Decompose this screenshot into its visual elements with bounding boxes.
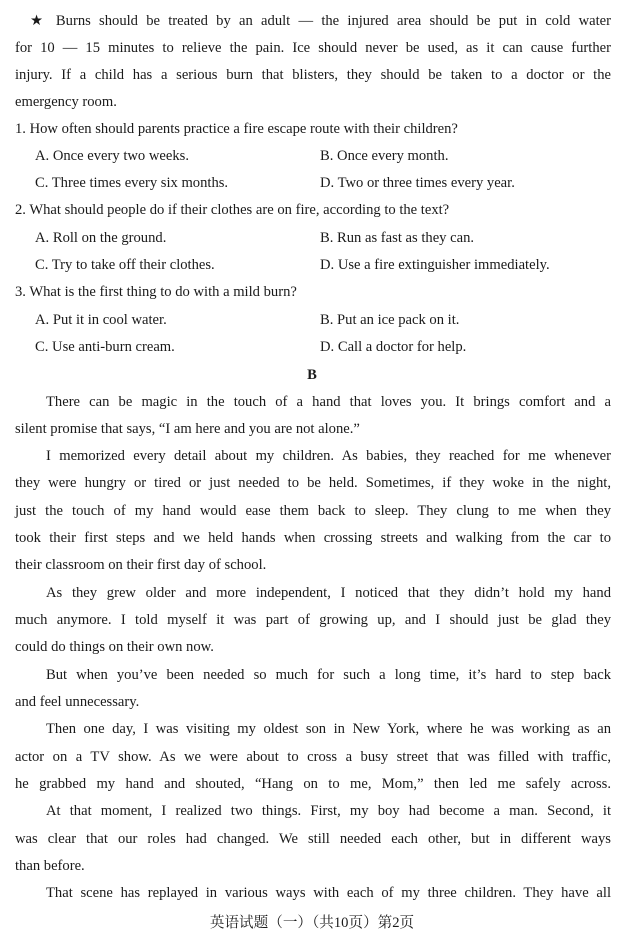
passage-b-line: was clear that our roles had changed. We still needed each other, but in different ways: [15, 831, 611, 847]
question-2-option-d: D. Use a fire extinguisher immediately.: [320, 257, 550, 273]
question-3-option-d: D. Call a doctor for help.: [320, 339, 467, 355]
question-1-option-c: C. Three times every six months.: [35, 175, 229, 191]
passage-a-line-1: ★ Burns should be treated by an adult — the injured area should be put in cold water: [30, 12, 611, 29]
passage-b-line: At that moment, I realized two things. First, my boy had become a man. Second, it: [46, 803, 611, 819]
question-2-option-b: B. Run as fast as they can.: [320, 230, 475, 246]
passage-b-line: As they grew older and more independent, I noticed that they didn’t hold my hand: [46, 585, 611, 601]
passage-b-line: There can be magic in the touch of a hand that loves you. It brings comfort and a: [46, 394, 611, 410]
question-2-stem: 2. What should people do if their clothes are on fire, according to the text?: [15, 202, 450, 218]
passage-b-line: could do things on their own now.: [15, 639, 214, 655]
question-1-option-a: A. Once every two weeks.: [35, 148, 189, 164]
passage-b-line: much anymore. I told myself it was part of growing up, and I should just be glad they: [15, 612, 611, 628]
passage-b-line: I memorized every detail about my children. As babies, they reached for me whenever: [46, 448, 611, 464]
star-icon: ★: [30, 12, 48, 29]
passage-b-line: he grabbed my hand and shouted, “Hang on to me, Mom,” then led me safely across.: [15, 776, 611, 792]
passage-a-line-3: injury. If a child has a serious burn that blisters, they should be taken to a doctor or the: [15, 67, 611, 83]
section-b-heading: B: [307, 367, 317, 383]
question-3-stem: 3. What is the first thing to do with a mild burn?: [15, 284, 297, 300]
passage-b-line: That scene has replayed in various ways with each of my three children. They have all: [46, 885, 611, 901]
page-footer: 英语试题（一）（共10页）第2页: [209, 915, 415, 931]
passage-b-line: took their first steps and we held hands when crossing streets and walking from the car to: [15, 530, 611, 546]
passage-b-line: their classroom on their first day of school.: [15, 557, 267, 573]
question-3-option-b: B. Put an ice pack on it.: [320, 312, 460, 328]
question-2-option-a: A. Roll on the ground.: [35, 230, 167, 246]
passage-b-line: actor on a TV show. As we were about to cross a busy street that was filled with traffic,: [15, 749, 611, 765]
question-3-option-c: C. Use anti-burn cream.: [35, 339, 175, 355]
question-1-option-b: B. Once every month.: [320, 148, 449, 164]
question-1-stem: 1. How often should parents practice a fire escape route with their children?: [15, 121, 458, 137]
passage-b-line: Then one day, I was visiting my oldest son in New York, where he was working as an: [46, 721, 611, 737]
passage-a-line-4: emergency room.: [15, 94, 117, 110]
passage-a-line-2: for 10 — 15 minutes to relieve the pain. Ice should never be used, as it can cause further: [15, 40, 611, 56]
passage-b-line: and feel unnecessary.: [15, 694, 140, 710]
passage-b-line: than before.: [15, 858, 85, 874]
question-3-option-a: A. Put it in cool water.: [35, 312, 167, 328]
passage-b-line: But when you’ve been needed so much for such a long time, it’s hard to step back: [46, 667, 611, 683]
question-2-option-c: C. Try to take off their clothes.: [35, 257, 215, 273]
passage-b-line: they were hungry or tired or just needed to be held. Sometimes, if they woke in the night,: [15, 475, 611, 491]
passage-b-line: silent promise that says, “I am here and you are not alone.”: [15, 421, 360, 437]
question-1-option-d: D. Two or three times every year.: [320, 175, 515, 191]
passage-b-line: just the touch of my hand would ease them back to sleep. They clung to me when they: [15, 503, 611, 519]
